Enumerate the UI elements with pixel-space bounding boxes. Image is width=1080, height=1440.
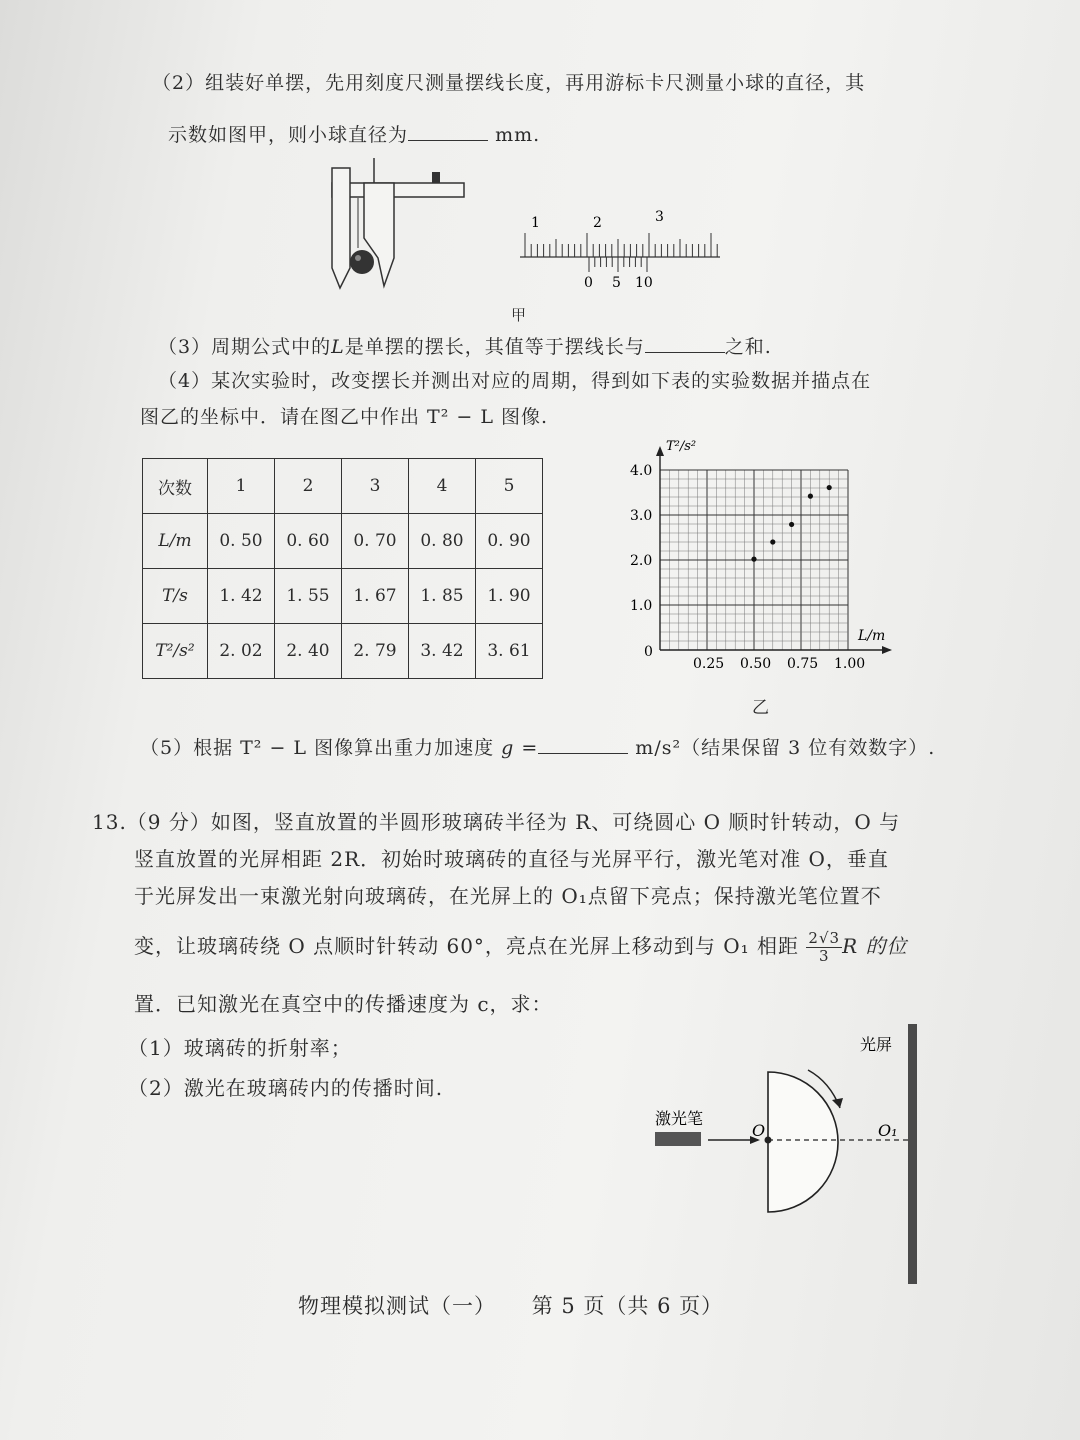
table-cell: 0. 90: [476, 514, 543, 569]
scale-label-1: 1: [531, 215, 540, 231]
table-cell: 3. 42: [409, 624, 476, 679]
table-row: [143, 569, 543, 624]
fraction-numerator: 2√3: [808, 929, 841, 947]
table-header-cell: 5: [476, 459, 543, 514]
data-table: [142, 458, 543, 679]
x-axis-arrow: [882, 646, 892, 654]
table-cell: T/s: [143, 569, 208, 624]
label-laser-pen: 激光笔: [655, 1109, 704, 1128]
center-point-O: [765, 1137, 772, 1144]
scale-label-2: 2: [593, 215, 602, 231]
q13-line4: [134, 930, 907, 965]
light-screen: [908, 1024, 917, 1284]
glass-brick-figure: [640, 1020, 930, 1290]
y-tick-label: 1.0: [630, 598, 653, 614]
q13-line2: 竖直放置的光屏相距 2R．初始时玻璃砖的直径与光屏平行，激光笔对准 O，垂直: [134, 847, 889, 871]
data-point: [751, 557, 756, 562]
table-cell: 0. 60: [275, 514, 342, 569]
q12-p2-text: 示数如图甲，则小球直径为: [168, 124, 409, 146]
vernier-label-5: 5: [612, 275, 621, 291]
table-cell: 2. 02: [208, 624, 275, 679]
vernier-scale-figure: [515, 205, 725, 315]
answer-blank-length: [645, 352, 725, 353]
fig-jia-label: 甲: [511, 306, 528, 324]
vernier-label-0: 0: [584, 275, 593, 291]
q12-p5-text-b: m/s²（结果保留 3 位有效数字）.: [635, 737, 936, 759]
footer-title: 物理模拟测试（一）: [298, 1294, 496, 1318]
fraction-2sqrt3-over-3: [806, 930, 842, 965]
label-light-screen: 光屏: [860, 1035, 893, 1054]
table-cell: T²/s²: [143, 624, 208, 679]
q13-line1: 13.（9 分）如图，竖直放置的半圆形玻璃砖半径为 R、可绕圆心 O 顺时针转动，O 与: [92, 810, 901, 834]
q12-p5-g: g =: [501, 737, 539, 759]
y-tick-label: 2.0: [630, 553, 653, 569]
x-tick-label: 0.25: [693, 656, 725, 672]
table-header-cell: 次数: [143, 459, 208, 514]
q13-line3: 于光屏发出一束激光射向玻璃砖，在光屏上的 O₁点留下亮点；保持激光笔位置不: [134, 884, 882, 908]
q12-p4-line1: （4）某次实验时，改变摆长并测出对应的周期，得到如下表的实验数据并描点在: [158, 370, 872, 392]
table-cell: 0. 80: [409, 514, 476, 569]
q12-p3: [158, 332, 772, 359]
label-O: O: [752, 1121, 766, 1140]
q12-p5: [140, 733, 935, 760]
label-O1: O₁: [878, 1121, 898, 1140]
table-cell: 3. 61: [476, 624, 543, 679]
table-cell: 1. 85: [409, 569, 476, 624]
table-cell: 2. 79: [342, 624, 409, 679]
x-tick-label: 1.00: [834, 656, 866, 672]
x-axis-label: L/m: [858, 628, 886, 644]
fig-yi-label: 乙: [752, 698, 770, 718]
q12-p4-line2: 图乙的坐标中．请在图乙中作出 T² − L 图像.: [140, 406, 549, 428]
q13-sub1: （1）玻璃砖的折射率；: [128, 1036, 352, 1060]
x-tick-label: 0.50: [740, 656, 772, 672]
rotation-arrow-head: [832, 1098, 843, 1108]
q13-line4-text-b: R 的位: [842, 934, 908, 958]
q12-p3-text-c: 之和.: [724, 336, 772, 358]
y-tick-label: 3.0: [630, 508, 653, 524]
table-cell: 1. 90: [476, 569, 543, 624]
q12-p2-line1: （2）组装好单摆，先用刻度尺测量摆线长度，再用游标卡尺测量小球的直径，其: [152, 72, 866, 94]
q13-line4-text-a: 变，让玻璃砖绕 O 点顺时针转动 60°，亮点在光屏上移动到与 O₁ 相距: [134, 934, 800, 958]
data-point: [770, 539, 775, 544]
data-point: [789, 522, 794, 527]
table-row: [143, 514, 543, 569]
table-cell: 0. 70: [342, 514, 409, 569]
table-cell: 1. 67: [342, 569, 409, 624]
table-header-cell: 3: [342, 459, 409, 514]
table-cell: 1. 42: [208, 569, 275, 624]
table-cell: L/m: [143, 514, 208, 569]
y-axis-arrow: [656, 446, 664, 456]
vernier-caliper-drawing: [322, 158, 472, 293]
table-row: [143, 624, 543, 679]
table-header-cell: 2: [275, 459, 342, 514]
q12-p5-text-a: （5）根据 T² − L 图像算出重力加速度: [140, 737, 495, 759]
table-header-row: [143, 459, 543, 514]
y-tick-label: 4.0: [630, 463, 653, 479]
footer-page-number: 第 5 页（共 6 页）: [531, 1294, 724, 1318]
data-point: [827, 485, 832, 490]
table-header-cell: 4: [409, 459, 476, 514]
table-cell: 1. 55: [275, 569, 342, 624]
semicircle-glass-brick: [768, 1072, 838, 1212]
q12-p3-L: L: [331, 336, 345, 358]
q13-line5: 置．已知激光在真空中的传播速度为 c，求：: [134, 992, 553, 1016]
vernier-label-10: 10: [635, 275, 653, 291]
answer-blank-diameter: [408, 140, 488, 141]
laser-pen-icon: [655, 1132, 701, 1146]
table-cell: 0. 50: [208, 514, 275, 569]
q13-sub2: （2）激光在玻璃砖内的传播时间.: [128, 1076, 444, 1100]
q12-p3-text-b: 是单摆的摆长，其值等于摆线长与: [344, 336, 645, 358]
table-cell: 2. 40: [275, 624, 342, 679]
q12-p2-unit: mm.: [495, 124, 541, 146]
y-axis-label: T²/s²: [666, 439, 697, 454]
q12-p2-line2: [168, 120, 540, 147]
scale-label-3: 3: [655, 209, 664, 225]
answer-blank-g: [538, 753, 628, 754]
data-point: [808, 494, 813, 499]
fraction-denominator: 3: [818, 947, 830, 965]
origin-label: 0: [644, 644, 653, 660]
t2-l-graph: [610, 430, 900, 715]
x-tick-label: 0.75: [787, 656, 819, 672]
q12-p3-text-a: （3）周期公式中的: [158, 336, 332, 358]
table-header-cell: 1: [208, 459, 275, 514]
page-footer: [298, 1290, 723, 1320]
